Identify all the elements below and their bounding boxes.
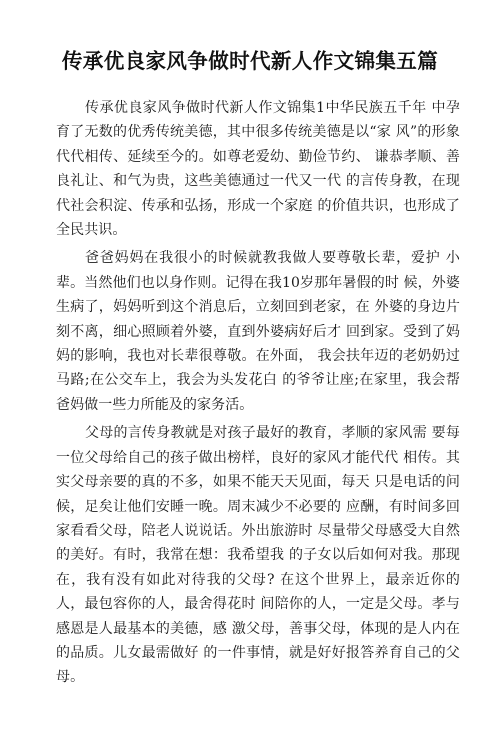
document-title: 传承优良家风争做时代新人作文锦集五篇 — [61, 49, 439, 73]
paragraph-1: 传承优良家风争做时代新人作文锦集1中华民族五千年 中孕育了无数的优秀传统美德，其中很多传统美德是以“家 风”的形象代代相传、延续至今的。如尊老爱幼、勤俭节约、 谦恭孝顺、善良礼让、和气为贵，这些美德通过一代又一代 的言传身教，在现代社会积淀、传承和弘扬，形成一个家庭 的价值共识，也形成了全民共识。 — [56, 100, 460, 239]
paragraph-3: 父母的言传身教就是对孩子最好的教育，孝顺的家风需 要每一位父母给自己的孩子做出榜样，良好的家风才能代代 相传。其实父母亲要的真的不多，如果不能天天见面，每天 只是电话的问候，足矣让他们安睡一晚。周末减少不必要的 应酬，有时间多回家看看父母，陪老人说说话。外出旅游时 尽量带父母感受大自然的美好。有时，我常在想：我希望我 的子女以后如何对我。那现在，我有没有如此对待我的父母? 在这个世界上，最亲近你的人，最包容你的人，最舍得花时 间陪你的人，一定是父母。孝与感恩是人最基本的美德，感 激父母，善事父母，体现的是人内在的品质。儿女最需做好 的一件事情，就是好好报答养育自己的父母。 — [56, 425, 460, 686]
document-body — [56, 96, 460, 690]
paragraph-2: 爸爸妈妈在我很小的时候就教我做人要尊敬长辈，爱护 小辈。当然他们也以身作则。记得在我10岁那年暑假的时 候，外婆生病了，妈妈听到这个消息后，立刻回到老家，在 外婆的身边片刻不离，细心照顾着外婆，直到外婆病好后才 回到家。受到了妈妈的影响，我也对长辈很尊敬。在外面， 我会扶年迈的老奶奶过马路;在公交车上，我会为头发花白 的爷爷让座;在家里，我会帮爸妈做一些力所能及的家务活。 — [56, 250, 460, 413]
